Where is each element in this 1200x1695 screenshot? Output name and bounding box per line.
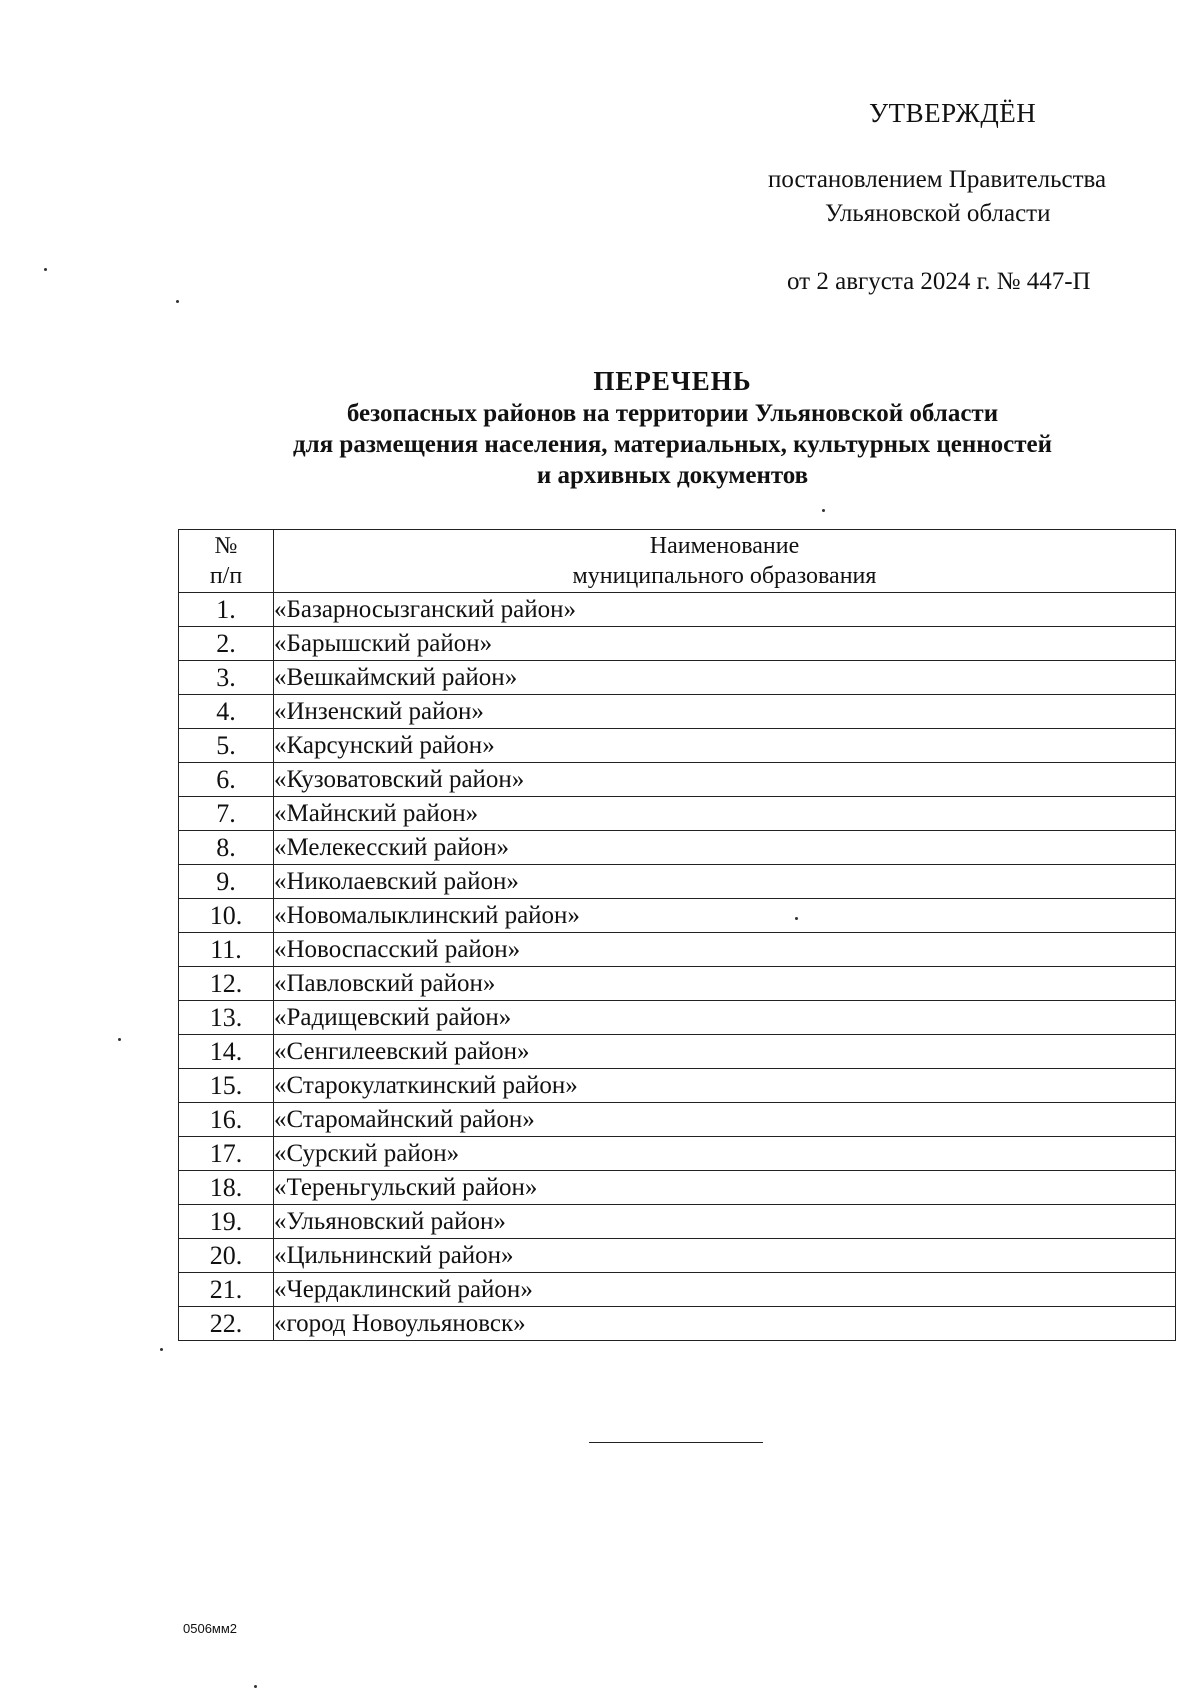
table-row	[179, 1001, 1176, 1035]
row-district-name: «Карсунский район»	[274, 729, 1176, 763]
column-header-number-line-1: №	[214, 533, 238, 559]
title-main: ПЕРЕЧЕНЬ	[593, 366, 752, 396]
row-number: 18.	[179, 1171, 274, 1205]
row-number: 4.	[179, 695, 274, 729]
row-number: 20.	[179, 1239, 274, 1273]
row-number: 16.	[179, 1103, 274, 1137]
table-row	[179, 1205, 1176, 1239]
table-row	[179, 1035, 1176, 1069]
row-district-name: «Мелекесский район»	[274, 831, 1176, 865]
approved-stamp-text: УТВЕРЖДЁН	[869, 98, 1037, 128]
table-row	[179, 797, 1176, 831]
row-district-name: «Сенгилеевский район»	[274, 1035, 1176, 1069]
row-district-name: «Радищевский район»	[274, 1001, 1176, 1035]
row-district-name: «Сурский район»	[274, 1137, 1176, 1171]
table-row	[179, 1171, 1176, 1205]
row-district-name: «Новоспасский район»	[274, 933, 1176, 967]
row-number: 21.	[179, 1273, 274, 1307]
row-district-name: «Инзенский район»	[274, 695, 1176, 729]
table-row	[179, 729, 1176, 763]
table-header-row	[179, 530, 1176, 593]
table-row	[179, 1239, 1176, 1273]
document-title	[150, 365, 1195, 491]
row-number: 22.	[179, 1307, 274, 1341]
row-district-name: «Новомалыклинский район»	[274, 899, 1176, 933]
row-district-name: «Кузоватовский район»	[274, 763, 1176, 797]
row-number: 7.	[179, 797, 274, 831]
column-header-name-line-1: Наименование	[649, 533, 800, 559]
scan-speck	[822, 509, 825, 512]
table-body	[179, 593, 1176, 1341]
row-district-name: «Чердаклинский район»	[274, 1273, 1176, 1307]
row-district-name: «Ульяновский район»	[274, 1205, 1176, 1239]
scan-speck	[160, 1348, 163, 1351]
row-number: 6.	[179, 763, 274, 797]
scan-speck	[176, 300, 179, 303]
row-district-name: «Барышский район»	[274, 627, 1176, 661]
row-number: 17.	[179, 1137, 274, 1171]
row-number: 3.	[179, 661, 274, 695]
table-row	[179, 967, 1176, 1001]
decree-line-1: постановлением Правительства	[768, 166, 1107, 193]
row-number: 11.	[179, 933, 274, 967]
decree-line-2: Ульяновской области	[825, 200, 1051, 227]
column-header-name-line-2: муниципального образования	[572, 563, 877, 589]
title-line-1: безопасных районов на территории Ульяновской области	[346, 400, 999, 427]
row-district-name: «Цильнинский район»	[274, 1239, 1176, 1273]
title-line-2: для размещения населения, материальных, культурных ценностей	[292, 431, 1053, 458]
table-row	[179, 763, 1176, 797]
column-header-number-line-2: п/п	[209, 563, 243, 589]
scan-speck	[795, 917, 798, 920]
table-row	[179, 1103, 1176, 1137]
scan-speck	[118, 1038, 121, 1041]
table-row	[179, 1069, 1176, 1103]
table-row	[179, 933, 1176, 967]
table-row	[179, 593, 1176, 627]
row-number: 13.	[179, 1001, 274, 1035]
table-row	[179, 661, 1176, 695]
row-number: 9.	[179, 865, 274, 899]
table-row	[179, 695, 1176, 729]
row-number: 5.	[179, 729, 274, 763]
table-row	[179, 1137, 1176, 1171]
row-number: 19.	[179, 1205, 274, 1239]
row-number: 1.	[179, 593, 274, 627]
column-header-number	[179, 530, 274, 593]
row-number: 2.	[179, 627, 274, 661]
row-number: 14.	[179, 1035, 274, 1069]
end-of-document-rule	[589, 1442, 763, 1443]
row-district-name: «Старокулаткинский район»	[274, 1069, 1176, 1103]
column-header-name	[274, 530, 1176, 593]
decree-date: от 2 августа 2024 г. № 447-П	[787, 268, 1091, 295]
row-district-name: «Старомайнский район»	[274, 1103, 1176, 1137]
table-row	[179, 1307, 1176, 1341]
scan-speck	[254, 1685, 257, 1688]
row-district-name: «Вешкаймский район»	[274, 661, 1176, 695]
table-row	[179, 1273, 1176, 1307]
row-district-name: «Тереньгульский район»	[274, 1171, 1176, 1205]
row-district-name: «Майнский район»	[274, 797, 1176, 831]
districts-table	[178, 529, 1176, 1341]
row-district-name: «Николаевский район»	[274, 865, 1176, 899]
table-row	[179, 899, 1176, 933]
row-district-name: «Базарносызганский район»	[274, 593, 1176, 627]
row-number: 8.	[179, 831, 274, 865]
scan-speck	[44, 268, 47, 271]
row-number: 15.	[179, 1069, 274, 1103]
row-number: 12.	[179, 967, 274, 1001]
row-number: 10.	[179, 899, 274, 933]
table-row	[179, 627, 1176, 661]
row-district-name: «город Новоульяновск»	[274, 1307, 1176, 1341]
row-district-name: «Павловский район»	[274, 967, 1176, 1001]
table-row	[179, 831, 1176, 865]
title-line-3: и архивных документов	[536, 462, 809, 489]
table-row	[179, 865, 1176, 899]
footer-doc-code: 0506мм2	[183, 1621, 238, 1636]
